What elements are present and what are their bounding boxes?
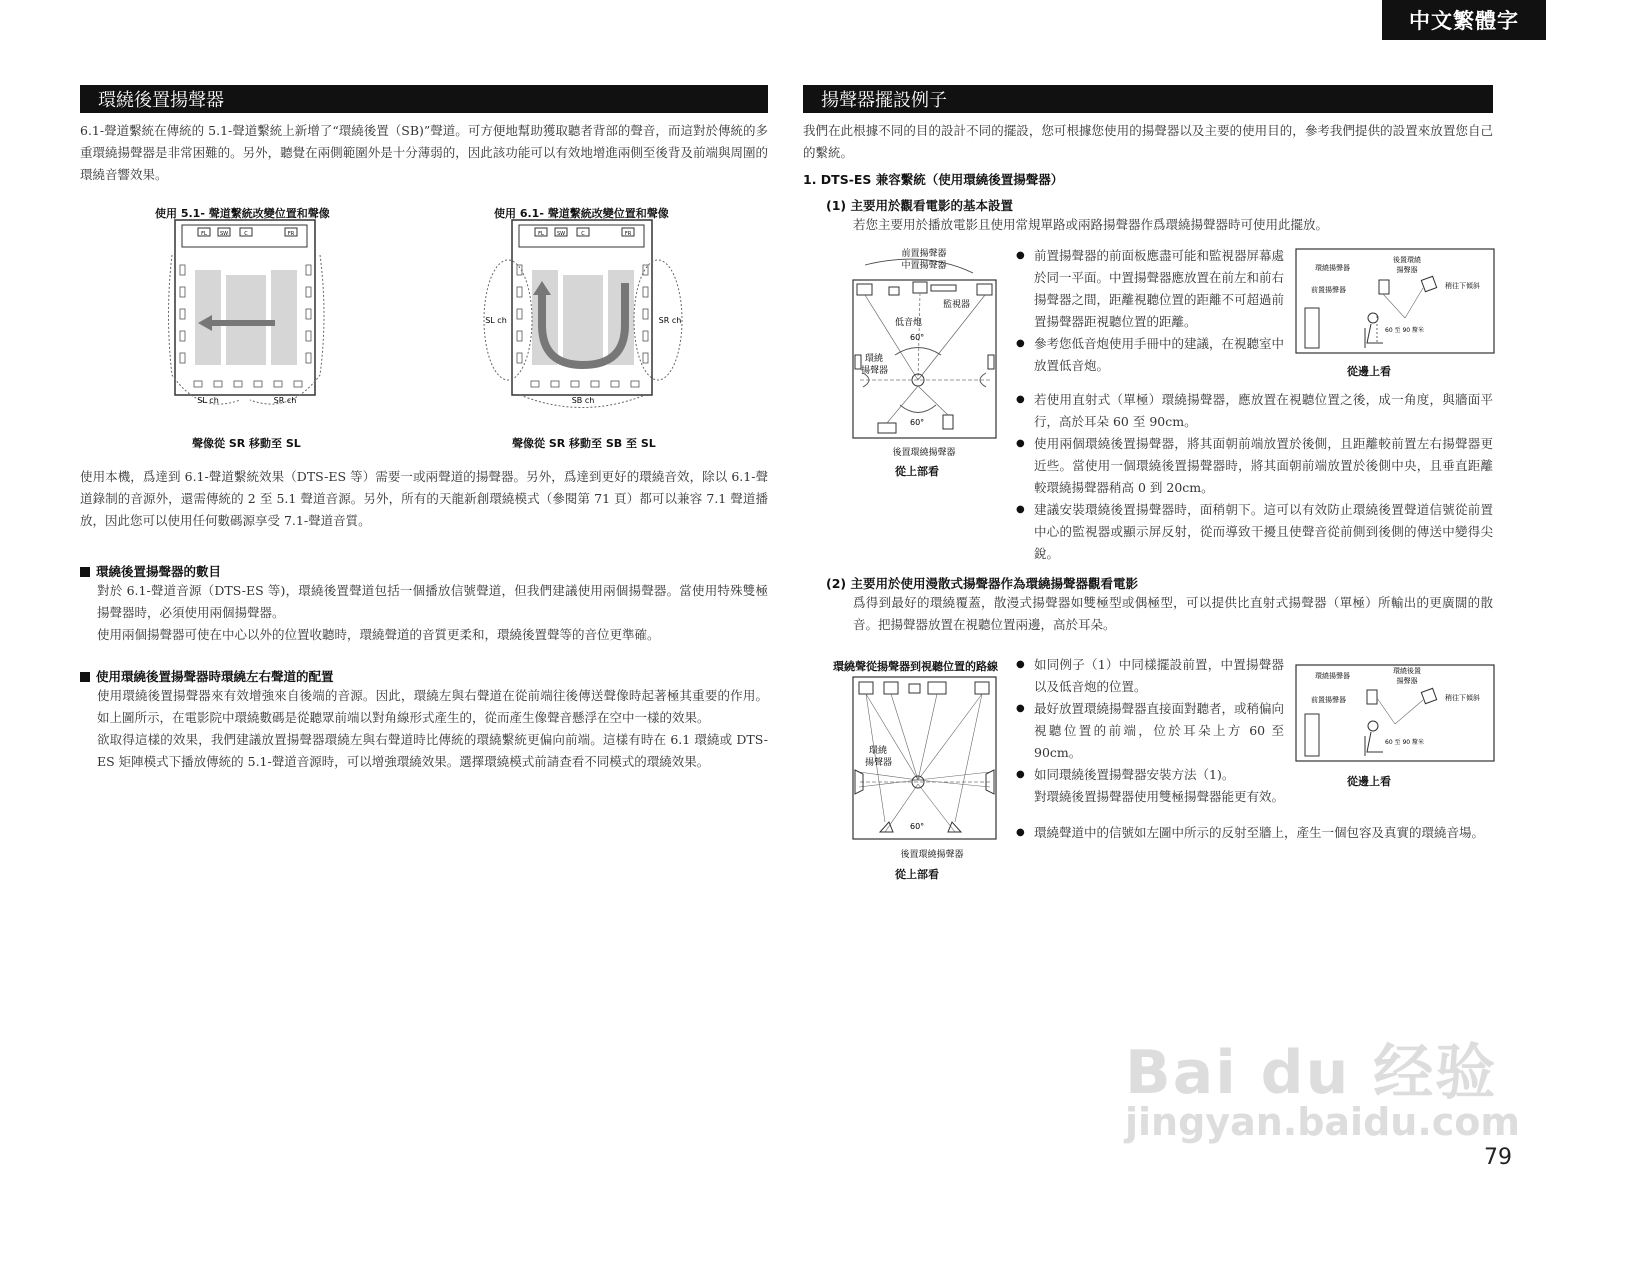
case2-side-caption: 從邊上看 [1347,775,1391,788]
list-item-extra: 對環繞後置揚聲器使用雙極揚聲器能更有效。 [1034,789,1285,804]
sl-label: SL ch [485,316,507,325]
case2-intro: 爲得到最好的環繞覆蓋，散漫式揚聲器如雙極型或偶極型，可以提供比直射式揚聲器（單極）所輸出的更廣闊的散音。把揚聲器放置在視聽位置兩邊，高於耳朵。 [853,595,1493,632]
list-item: ● 環繞聲道中的信號如左圖中所示的反射至牆上，產生一個包容及真實的環繞音場。 [1016,822,1493,844]
case2-top-view-diagram [845,672,1005,867]
speaker-label: FR [287,231,295,237]
speaker-label: SW [219,231,229,237]
list-item: ● 使用兩個環繞後置揚聲器，將其面朝前端放置於後側，且距離較前置左右揚聲器更近些。當使用一個環繞後置揚聲器時，將其面朝前端放置於後側中央，且垂直距離較環繞揚聲器稍高 0 到 20cm。 [1016,433,1493,499]
surround-label-2: 揚聲器 [865,758,893,768]
tilt-label: 稍往下傾斜 [1445,694,1480,702]
case2-diagram-caption: 從上部看 [895,868,939,881]
list-item: ● 建議安裝環繞後置揚聲器時，面稍朝下。這可以有效防止環繞後置聲道信號從前置中心的監視器或顯示屏反射，從而導致干擾且使聲音從前側到後側的傳送中變得尖銳。 [1016,499,1493,565]
diagram2-theater [480,215,690,415]
front-label: 前置揚聲器 [1311,696,1346,704]
subheading-count: 環繞後置揚聲器的數目 [80,562,221,580]
section-title: 揚聲器擺設例子 [821,90,947,111]
case1-top-view-diagram [845,245,1005,480]
case1-side-caption: 從邊上看 [1347,365,1391,378]
list-item: ● 如同例子（1）中同樣擺設前置，中置揚聲器以及低音炮的位置。 [1016,654,1284,698]
center-speaker-label: 中置揚聲器 [901,261,947,271]
case1-bullets-wide [1016,389,1493,565]
case1-heading: (1) 主要用於觀看電影的基本設置 [826,198,1013,213]
speaker-label: C [244,231,248,237]
height-label: 60 至 90 釐米 [1385,327,1424,334]
diagram1-theater [160,215,340,415]
section-header-right [803,85,1493,113]
angle-label: 60° [910,333,925,342]
diagram2-caption: 聲像從 SR 移動至 SB 至 SL [512,437,656,450]
case2-bullets-narrow [1016,654,1284,808]
list-item: ● 如同環繞後置揚聲器安裝方法（1)。 對環繞後置揚聲器使用雙極揚聲器能更有效。 [1016,764,1284,808]
intro-paragraph: 6.1-聲道繫統在傳統的 5.1-聲道繫統上新增了“環繞後置（SB)”聲道。可方便地幫助獲取聽者背部的聲音，而這對於傳統的多重環繞揚聲器是非常困難的。另外，聽覺在兩側範圍外是十分薄弱的，因此該功能可以有效地增進兩側至後背及前端與周圍的環繞音響效果。 [80,123,768,182]
case2-heading: (2) 主要用於使用漫散式揚聲器作為環繞揚聲器觀看電影 [826,576,1138,591]
angle-label: 60° [910,822,925,831]
speaker-label: SW [556,231,566,237]
monitor-label: 監視器 [943,300,971,310]
subwoofer-label: 低音炮 [895,318,923,328]
rear-label: 後置環繞 [1393,256,1421,264]
sr-label: SR ch [273,396,297,405]
front-speaker-label: 前置揚聲器 [901,249,947,259]
rear-speaker-label: 後置環繞揚聲器 [900,850,964,860]
page-number: 79 [1484,1145,1512,1170]
diagram1-caption: 聲像從 SR 移動至 SL [192,437,301,450]
sb-label: SB ch [571,396,595,405]
surround-label: 環繞揚聲器 [1315,672,1350,680]
rear-label-2: 揚聲器 [1396,266,1418,274]
diagram1-title: 使用 5.1- 聲道繫統改變位置和聲像 [155,207,330,220]
surround-label: 環繞 [869,746,888,756]
speaker-label: FL [201,231,207,237]
case1-side-view-diagram [1295,248,1495,358]
surround-label: 環繞揚聲器 [1315,264,1350,272]
watermark-brand: Bai du 经验 [1125,1038,1498,1108]
para-2: 使用本機，爲達到 6.1-聲道繫統效果（DTS-ES 等）需要一或兩聲道的揚聲器。另外，爲達到更好的環繞音效，除以 6.1-聲道錄制的音源外，還需傳統的 2 至 5.1 聲道音源。另外，所有的天龍新創環繞模式（參閱第 71 頁）都可以兼容 7.1 聲道播放，因此您可以使用任何數碼源享受 7.1-聲道音質。 [80,469,768,528]
list-item: ● 參考您低音炮使用手冊中的建議，在視聽室中放置低音炮。 [1016,333,1284,377]
case1-intro: 若您主要用於播放電影且使用常規單路或兩路揚聲器作爲環繞揚聲器時可使用此擺放。 [853,217,1329,232]
list-item: ● 若使用直射式（單極）環繞揚聲器，應放置在視聽位置之後，成一角度，與牆面平行，高於耳朵 60 至 90cm。 [1016,389,1493,433]
sub2-paragraph: 使用環繞後置揚聲器來有效增強來自後端的音源。因此，環繞左與右聲道在從前端往後傳送聲像時起著極其重要的作用。如上圖所示，在電影院中環繞數碼是從聽眾前端以對角線形式產生的，從而產生像聲音懸浮在空中一樣的效果。 欲取得這樣的效果，我們建議放置揚聲器環繞左與右聲道時比傳統的環繞繫統更偏向前端。這樣有時在 6.1 環繞或 DTS-ES 矩陣模式下播放傳統的 5.1-聲道音源時，可以增強環繞效果。選擇環繞模式前請查看不同模式的環繞效果。 [97,688,768,769]
section-header-left [80,85,768,113]
language-tab: 中文繁體字 [1382,0,1546,40]
height-label: 60 至 90 釐米 [1385,739,1424,746]
item-1-heading: 1. DTS-ES 兼容繫統（使用環繞後置揚聲器） [803,172,1064,187]
rear-label-2: 揚聲器 [1396,677,1418,685]
case1-diagram-caption: 從上部看 [895,465,939,478]
case2-side-view-diagram [1295,664,1495,764]
tilt-label: 稍往下傾斜 [1445,282,1480,290]
right-intro: 我們在此根據不同的目的設計不同的擺設，您可根據您使用的揚聲器以及主要的使用目的，參考我們提供的設置來放置您自己的繫統。 [803,123,1493,160]
surround-label-2: 揚聲器 [861,366,889,376]
speaker-label: FR [624,231,632,237]
speaker-label: FL [538,231,544,237]
speaker-label: C [581,231,585,237]
list-item: ● 最好放置環繞揚聲器直接面對聽者，或稍偏向視聽位置的前端，位於耳朵上方 60 至 90cm。 [1016,698,1284,764]
front-label: 前置揚聲器 [1311,286,1346,294]
subheading-config: 使用環繞後置揚聲器時環繞左右聲道的配置 [80,667,334,685]
rear-speaker-label: 後置環繞揚聲器 [892,448,956,458]
sr-label: SR ch [658,316,682,325]
case2-bullets-wide [1016,822,1493,844]
case2-diagram-title: 環繞聲從揚聲器到視聽位置的路線 [833,660,998,673]
sl-label: SL ch [197,396,219,405]
case1-bullets-narrow [1016,245,1284,377]
watermark-url: jingyan.baidu.com [1125,1100,1520,1144]
angle-label: 60° [910,418,925,427]
list-item: ● 前置揚聲器的前面板應盡可能和監視器屏幕處於同一平面。中置揚聲器應放置在前左和前右揚聲器之間，距離視聽位置的距離不可超過前置揚聲器距視聽位置的距離。 [1016,245,1284,333]
diagram2-title: 使用 6.1- 聲道繫統改變位置和聲像 [494,207,669,220]
section-title: 環繞後置揚聲器 [98,90,224,111]
rear-label: 環繞後置 [1393,667,1421,675]
sub1-paragraph: 對於 6.1-聲道音源（DTS-ES 等)，環繞後置聲道包括一個播放信號聲道，但我們建議使用兩個揚聲器。當使用特殊雙極揚聲器時，必須使用兩個揚聲器。 使用兩個揚聲器可使在中心以外的位置收聽時，環繞聲道的音質更柔和，環繞後置聲等的音位更準確。 [97,583,768,642]
surround-label: 環繞 [865,354,884,364]
